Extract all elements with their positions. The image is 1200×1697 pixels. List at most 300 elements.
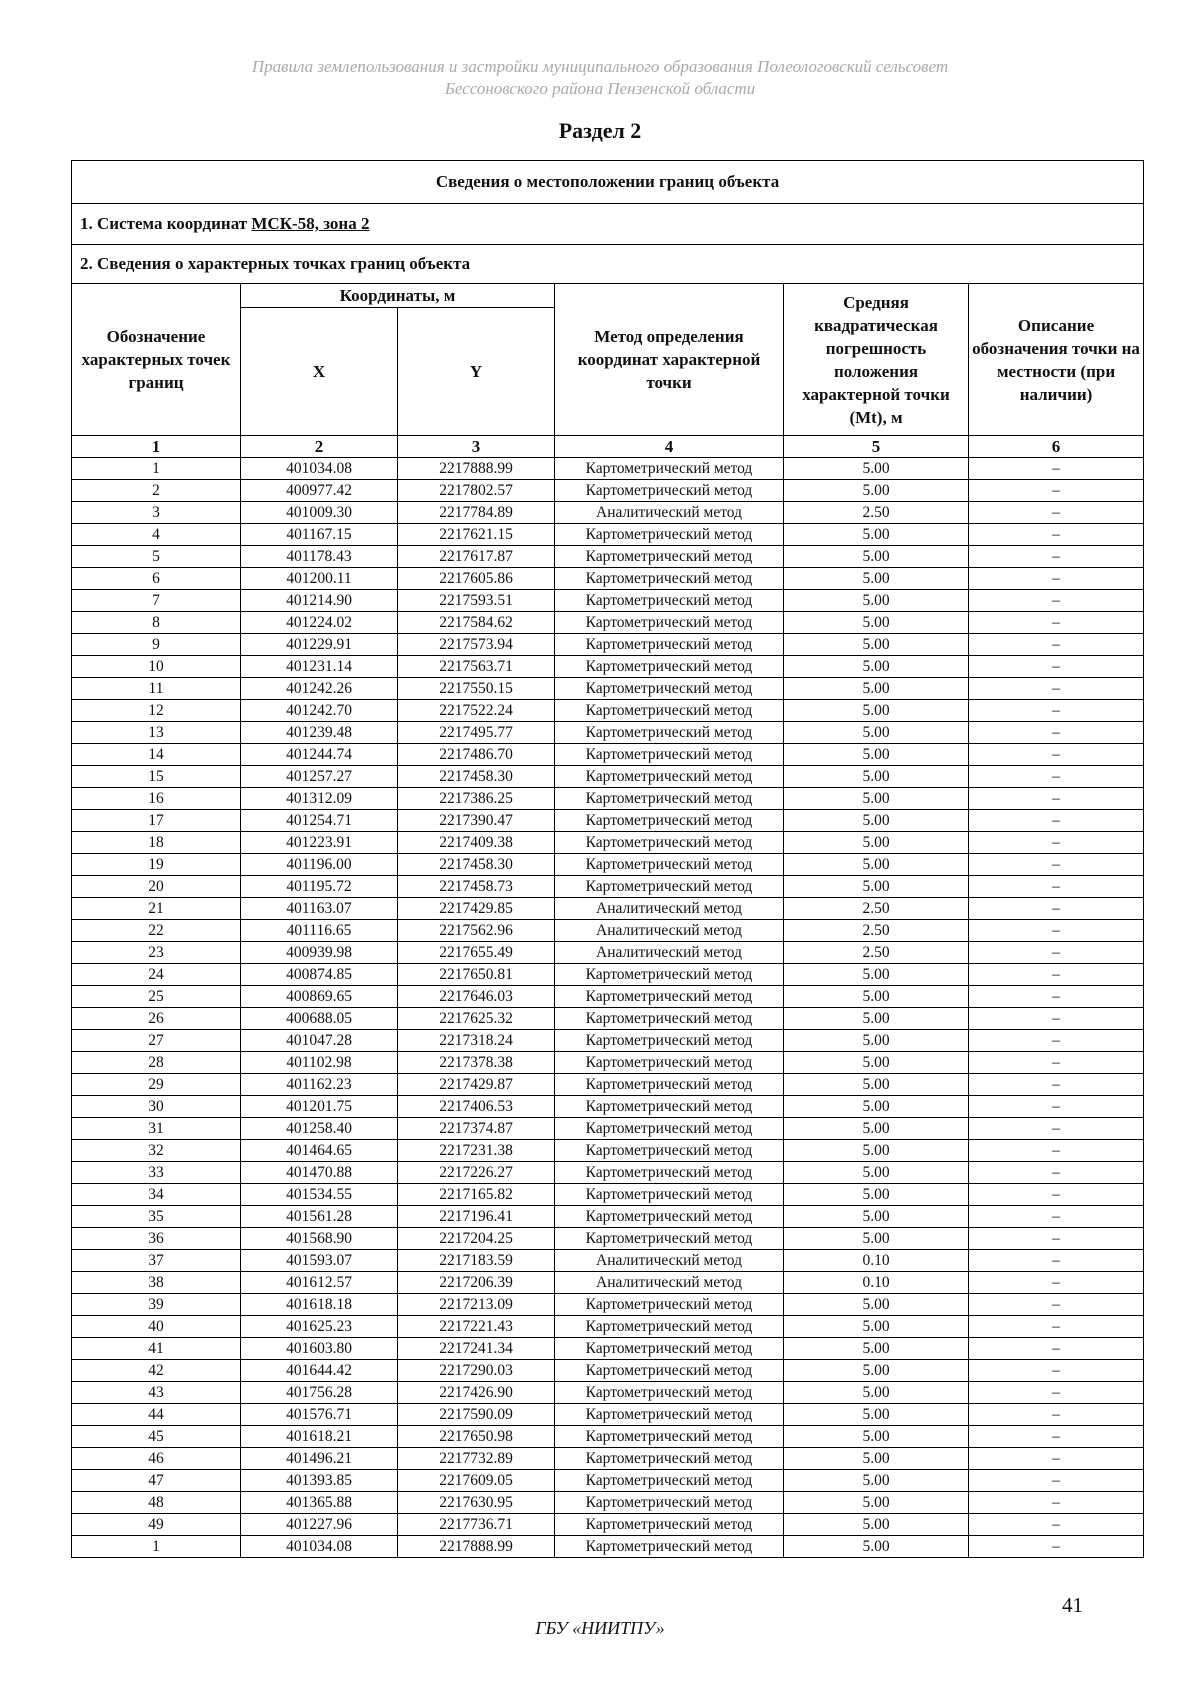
method-cell: Картометрический метод: [555, 1206, 784, 1228]
method-cell: Картометрический метод: [555, 1316, 784, 1338]
method-cell: Аналитический метод: [555, 920, 784, 942]
error-cell: 5.00: [784, 678, 969, 700]
method-cell: Картометрический метод: [555, 1118, 784, 1140]
description-cell: –: [969, 1250, 1144, 1272]
error-cell: 5.00: [784, 458, 969, 480]
header-method: Метод определения координат характерной точки: [555, 284, 784, 436]
method-cell: Картометрический метод: [555, 524, 784, 546]
method-cell: Картометрический метод: [555, 876, 784, 898]
error-cell: 5.00: [784, 1360, 969, 1382]
running-header: [0, 56, 1200, 100]
x-coordinate-cell: 401756.28: [241, 1382, 398, 1404]
x-coordinate-cell: 401561.28: [241, 1206, 398, 1228]
method-cell: Картометрический метод: [555, 700, 784, 722]
table-row: [72, 1470, 1144, 1492]
table-row: [72, 612, 1144, 634]
error-cell: 5.00: [784, 1338, 969, 1360]
error-cell: 0.10: [784, 1272, 969, 1294]
table-row: [72, 634, 1144, 656]
error-cell: 5.00: [784, 1030, 969, 1052]
description-cell: –: [969, 524, 1144, 546]
x-coordinate-cell: 401312.09: [241, 788, 398, 810]
x-coordinate-cell: 401365.88: [241, 1492, 398, 1514]
table-row: [72, 1162, 1144, 1184]
y-coordinate-cell: 2217378.38: [398, 1052, 555, 1074]
description-cell: –: [969, 1228, 1144, 1250]
points-heading: 2. Сведения о характерных точках границ объекта: [72, 245, 1144, 284]
table-row: [72, 1448, 1144, 1470]
point-id-cell: 36: [72, 1228, 241, 1250]
point-id-cell: 18: [72, 832, 241, 854]
y-coordinate-cell: 2217183.59: [398, 1250, 555, 1272]
table-row: [72, 788, 1144, 810]
x-coordinate-cell: 401116.65: [241, 920, 398, 942]
description-cell: –: [969, 1514, 1144, 1536]
description-cell: –: [969, 920, 1144, 942]
method-cell: Картометрический метод: [555, 1536, 784, 1558]
method-cell: Аналитический метод: [555, 942, 784, 964]
error-cell: 5.00: [784, 1052, 969, 1074]
y-coordinate-cell: 2217605.86: [398, 568, 555, 590]
header-x: X: [241, 308, 398, 436]
table-row: [72, 986, 1144, 1008]
table-row: [72, 1250, 1144, 1272]
description-cell: –: [969, 612, 1144, 634]
y-coordinate-cell: 2217206.39: [398, 1272, 555, 1294]
error-cell: 5.00: [784, 634, 969, 656]
point-id-cell: 6: [72, 568, 241, 590]
method-cell: Картометрический метод: [555, 1162, 784, 1184]
description-cell: –: [969, 810, 1144, 832]
x-coordinate-cell: 400688.05: [241, 1008, 398, 1030]
x-coordinate-cell: 401593.07: [241, 1250, 398, 1272]
y-coordinate-cell: 2217590.09: [398, 1404, 555, 1426]
error-cell: 5.00: [784, 1470, 969, 1492]
description-cell: –: [969, 1470, 1144, 1492]
description-cell: –: [969, 1492, 1144, 1514]
y-coordinate-cell: 2217593.51: [398, 590, 555, 612]
error-cell: 5.00: [784, 788, 969, 810]
x-coordinate-cell: 401178.43: [241, 546, 398, 568]
running-header-line-1: Правила землепользования и застройки муниципального образования Полеологовский сельсовет: [251, 57, 949, 76]
method-cell: Картометрический метод: [555, 612, 784, 634]
method-cell: Картометрический метод: [555, 1008, 784, 1030]
x-coordinate-cell: 401102.98: [241, 1052, 398, 1074]
x-coordinate-cell: 400939.98: [241, 942, 398, 964]
coordinate-system: [72, 204, 1144, 245]
method-cell: Картометрический метод: [555, 678, 784, 700]
x-coordinate-cell: 401464.65: [241, 1140, 398, 1162]
error-cell: 5.00: [784, 568, 969, 590]
method-cell: Картометрический метод: [555, 656, 784, 678]
table-row: [72, 546, 1144, 568]
error-cell: 5.00: [784, 854, 969, 876]
column-number: 5: [784, 436, 969, 458]
y-coordinate-cell: 2217888.99: [398, 1536, 555, 1558]
x-coordinate-cell: 401167.15: [241, 524, 398, 546]
description-cell: –: [969, 832, 1144, 854]
y-coordinate-cell: 2217231.38: [398, 1140, 555, 1162]
point-id-cell: 37: [72, 1250, 241, 1272]
table-row: [72, 502, 1144, 524]
y-coordinate-cell: 2217204.25: [398, 1228, 555, 1250]
error-cell: 2.50: [784, 898, 969, 920]
y-coordinate-cell: 2217386.25: [398, 788, 555, 810]
x-coordinate-cell: 401162.23: [241, 1074, 398, 1096]
method-cell: Картометрический метод: [555, 1140, 784, 1162]
description-cell: –: [969, 1162, 1144, 1184]
error-cell: 5.00: [784, 1162, 969, 1184]
x-coordinate-cell: 401612.57: [241, 1272, 398, 1294]
error-cell: 5.00: [784, 1448, 969, 1470]
point-id-cell: 49: [72, 1514, 241, 1536]
method-cell: Аналитический метод: [555, 1250, 784, 1272]
point-id-cell: 4: [72, 524, 241, 546]
x-coordinate-cell: 401224.02: [241, 612, 398, 634]
error-cell: 5.00: [784, 1294, 969, 1316]
method-cell: Картометрический метод: [555, 788, 784, 810]
table-row: [72, 1074, 1144, 1096]
description-cell: –: [969, 678, 1144, 700]
point-id-cell: 17: [72, 810, 241, 832]
method-cell: Картометрический метод: [555, 458, 784, 480]
y-coordinate-cell: 2217802.57: [398, 480, 555, 502]
table-row: [72, 1360, 1144, 1382]
table-row: [72, 1228, 1144, 1250]
description-cell: –: [969, 942, 1144, 964]
y-coordinate-cell: 2217732.89: [398, 1448, 555, 1470]
description-cell: –: [969, 964, 1144, 986]
column-number: 6: [969, 436, 1144, 458]
table-row: [72, 590, 1144, 612]
y-coordinate-cell: 2217426.90: [398, 1382, 555, 1404]
column-number: 1: [72, 436, 241, 458]
method-cell: Картометрический метод: [555, 590, 784, 612]
error-cell: 5.00: [784, 810, 969, 832]
method-cell: Аналитический метод: [555, 502, 784, 524]
point-id-cell: 28: [72, 1052, 241, 1074]
point-id-cell: 46: [72, 1448, 241, 1470]
y-coordinate-cell: 2217196.41: [398, 1206, 555, 1228]
point-id-cell: 35: [72, 1206, 241, 1228]
point-id-cell: 47: [72, 1470, 241, 1492]
table-caption: Сведения о местоположении границ объекта: [72, 161, 1144, 204]
table-row: [72, 1492, 1144, 1514]
y-coordinate-cell: 2217617.87: [398, 546, 555, 568]
description-cell: –: [969, 634, 1144, 656]
point-id-cell: 39: [72, 1294, 241, 1316]
error-cell: 5.00: [784, 700, 969, 722]
description-cell: –: [969, 722, 1144, 744]
error-cell: 5.00: [784, 1074, 969, 1096]
table-row: [72, 766, 1144, 788]
point-id-cell: 23: [72, 942, 241, 964]
column-number: 4: [555, 436, 784, 458]
method-cell: Картометрический метод: [555, 546, 784, 568]
error-cell: 5.00: [784, 1514, 969, 1536]
table-row: [72, 568, 1144, 590]
x-coordinate-cell: 401257.27: [241, 766, 398, 788]
table-row: [72, 942, 1144, 964]
description-cell: –: [969, 1074, 1144, 1096]
table-row: [72, 1052, 1144, 1074]
point-id-cell: 12: [72, 700, 241, 722]
table-caption-row: [72, 161, 1144, 204]
description-cell: –: [969, 1448, 1144, 1470]
method-cell: Картометрический метод: [555, 1074, 784, 1096]
table-row: [72, 832, 1144, 854]
method-cell: Картометрический метод: [555, 1184, 784, 1206]
x-coordinate-cell: 401242.70: [241, 700, 398, 722]
method-cell: Картометрический метод: [555, 1404, 784, 1426]
x-coordinate-cell: 401034.08: [241, 458, 398, 480]
method-cell: Картометрический метод: [555, 1382, 784, 1404]
x-coordinate-cell: 401258.40: [241, 1118, 398, 1140]
error-cell: 5.00: [784, 1382, 969, 1404]
points-heading-row: [72, 245, 1144, 284]
coordinate-system-label: 1. Система координат: [80, 214, 252, 233]
description-cell: –: [969, 1316, 1144, 1338]
point-id-cell: 7: [72, 590, 241, 612]
y-coordinate-cell: 2217290.03: [398, 1360, 555, 1382]
y-coordinate-cell: 2217563.71: [398, 656, 555, 678]
y-coordinate-cell: 2217406.53: [398, 1096, 555, 1118]
table-row: [72, 1118, 1144, 1140]
point-id-cell: 41: [72, 1338, 241, 1360]
running-header-line-2: Бессоновского района Пензенской области: [444, 79, 756, 98]
table-row: [72, 480, 1144, 502]
x-coordinate-cell: 401603.80: [241, 1338, 398, 1360]
table-row: [72, 1008, 1144, 1030]
x-coordinate-cell: 401618.18: [241, 1294, 398, 1316]
error-cell: 5.00: [784, 1140, 969, 1162]
error-cell: 5.00: [784, 986, 969, 1008]
coordinate-system-value: МСК-58, зона 2: [251, 214, 370, 233]
method-cell: Картометрический метод: [555, 634, 784, 656]
y-coordinate-cell: 2217495.77: [398, 722, 555, 744]
point-id-cell: 26: [72, 1008, 241, 1030]
description-cell: –: [969, 986, 1144, 1008]
x-coordinate-cell: 401047.28: [241, 1030, 398, 1052]
coordinate-system-row: [72, 204, 1144, 245]
description-cell: –: [969, 854, 1144, 876]
description-cell: –: [969, 656, 1144, 678]
table-row: [72, 1140, 1144, 1162]
table-row: [72, 678, 1144, 700]
header-description: Описание обозначения точки на местности (при наличии): [969, 284, 1144, 436]
y-coordinate-cell: 2217165.82: [398, 1184, 555, 1206]
description-cell: –: [969, 1536, 1144, 1558]
error-cell: 5.00: [784, 1426, 969, 1448]
x-coordinate-cell: 401195.72: [241, 876, 398, 898]
description-cell: –: [969, 1294, 1144, 1316]
point-id-cell: 9: [72, 634, 241, 656]
description-cell: –: [969, 788, 1144, 810]
column-number: 2: [241, 436, 398, 458]
method-cell: Картометрический метод: [555, 722, 784, 744]
point-id-cell: 34: [72, 1184, 241, 1206]
x-coordinate-cell: 401534.55: [241, 1184, 398, 1206]
header-coordinates: Координаты, м: [241, 284, 555, 308]
description-cell: –: [969, 766, 1144, 788]
y-coordinate-cell: 2217573.94: [398, 634, 555, 656]
y-coordinate-cell: 2217522.24: [398, 700, 555, 722]
method-cell: Аналитический метод: [555, 1272, 784, 1294]
point-id-cell: 44: [72, 1404, 241, 1426]
point-id-cell: 20: [72, 876, 241, 898]
y-coordinate-cell: 2217241.34: [398, 1338, 555, 1360]
table-row: [72, 1426, 1144, 1448]
error-cell: 0.10: [784, 1250, 969, 1272]
point-id-cell: 15: [72, 766, 241, 788]
table-row: [72, 964, 1144, 986]
error-cell: 5.00: [784, 524, 969, 546]
x-coordinate-cell: 400869.65: [241, 986, 398, 1008]
y-coordinate-cell: 2217429.87: [398, 1074, 555, 1096]
point-id-cell: 5: [72, 546, 241, 568]
table-body: [72, 161, 1144, 1558]
x-coordinate-cell: 401625.23: [241, 1316, 398, 1338]
y-coordinate-cell: 2217609.05: [398, 1470, 555, 1492]
x-coordinate-cell: 401244.74: [241, 744, 398, 766]
x-coordinate-cell: 400874.85: [241, 964, 398, 986]
x-coordinate-cell: 401196.00: [241, 854, 398, 876]
y-coordinate-cell: 2217646.03: [398, 986, 555, 1008]
point-id-cell: 33: [72, 1162, 241, 1184]
x-coordinate-cell: 401227.96: [241, 1514, 398, 1536]
point-id-cell: 11: [72, 678, 241, 700]
point-id-cell: 27: [72, 1030, 241, 1052]
error-cell: 5.00: [784, 722, 969, 744]
table-row: [72, 1272, 1144, 1294]
point-id-cell: 24: [72, 964, 241, 986]
method-cell: Картометрический метод: [555, 986, 784, 1008]
description-cell: –: [969, 480, 1144, 502]
x-coordinate-cell: 401034.08: [241, 1536, 398, 1558]
point-id-cell: 1: [72, 1536, 241, 1558]
method-cell: Картометрический метод: [555, 1360, 784, 1382]
method-cell: Аналитический метод: [555, 898, 784, 920]
error-cell: 5.00: [784, 1184, 969, 1206]
error-cell: 5.00: [784, 766, 969, 788]
description-cell: –: [969, 1052, 1144, 1074]
method-cell: Картометрический метод: [555, 832, 784, 854]
footer-organization: ГБУ «НИИТПУ»: [535, 1618, 665, 1638]
description-cell: –: [969, 1382, 1144, 1404]
error-cell: 5.00: [784, 964, 969, 986]
method-cell: Картометрический метод: [555, 964, 784, 986]
y-coordinate-cell: 2217562.96: [398, 920, 555, 942]
table-row: [72, 458, 1144, 480]
method-cell: Картометрический метод: [555, 1228, 784, 1250]
point-id-cell: 31: [72, 1118, 241, 1140]
point-id-cell: 13: [72, 722, 241, 744]
table-row: [72, 898, 1144, 920]
description-cell: –: [969, 1140, 1144, 1162]
header-y: Y: [398, 308, 555, 436]
description-cell: –: [969, 1030, 1144, 1052]
x-coordinate-cell: 401231.14: [241, 656, 398, 678]
y-coordinate-cell: 2217736.71: [398, 1514, 555, 1536]
y-coordinate-cell: 2217390.47: [398, 810, 555, 832]
point-id-cell: 40: [72, 1316, 241, 1338]
y-coordinate-cell: 2217621.15: [398, 524, 555, 546]
table-row: [72, 920, 1144, 942]
y-coordinate-cell: 2217650.81: [398, 964, 555, 986]
header-designation: Обозначение характерных точек границ: [72, 284, 241, 436]
x-coordinate-cell: 401254.71: [241, 810, 398, 832]
description-cell: –: [969, 1338, 1144, 1360]
table-row: [72, 854, 1144, 876]
method-cell: Картометрический метод: [555, 854, 784, 876]
description-cell: –: [969, 502, 1144, 524]
point-id-cell: 2: [72, 480, 241, 502]
x-coordinate-cell: 401200.11: [241, 568, 398, 590]
header-error: Средняя квадратическая погрешность положения характерной точки (Mt), м: [784, 284, 969, 436]
error-cell: 2.50: [784, 920, 969, 942]
error-cell: 5.00: [784, 546, 969, 568]
y-coordinate-cell: 2217226.27: [398, 1162, 555, 1184]
error-cell: 5.00: [784, 1536, 969, 1558]
column-number: 3: [398, 436, 555, 458]
x-coordinate-cell: 401576.71: [241, 1404, 398, 1426]
method-cell: Картометрический метод: [555, 1448, 784, 1470]
table-row: [72, 876, 1144, 898]
method-cell: Картометрический метод: [555, 1514, 784, 1536]
table-row: [72, 1184, 1144, 1206]
table-row: [72, 1206, 1144, 1228]
point-id-cell: 22: [72, 920, 241, 942]
point-id-cell: 45: [72, 1426, 241, 1448]
description-cell: –: [969, 1206, 1144, 1228]
error-cell: 5.00: [784, 1492, 969, 1514]
table-row: [72, 1294, 1144, 1316]
method-cell: Картометрический метод: [555, 1294, 784, 1316]
point-id-cell: 19: [72, 854, 241, 876]
description-cell: –: [969, 590, 1144, 612]
y-coordinate-cell: 2217458.73: [398, 876, 555, 898]
error-cell: 5.00: [784, 1228, 969, 1250]
error-cell: 5.00: [784, 744, 969, 766]
description-cell: –: [969, 458, 1144, 480]
table-row: [72, 1514, 1144, 1536]
error-cell: 5.00: [784, 876, 969, 898]
table-row: [72, 1338, 1144, 1360]
description-cell: –: [969, 568, 1144, 590]
method-cell: Картометрический метод: [555, 1030, 784, 1052]
y-coordinate-cell: 2217650.98: [398, 1426, 555, 1448]
error-cell: 5.00: [784, 832, 969, 854]
method-cell: Картометрический метод: [555, 480, 784, 502]
header-row-top: [72, 284, 1144, 308]
description-cell: –: [969, 546, 1144, 568]
y-coordinate-cell: 2217221.43: [398, 1316, 555, 1338]
y-coordinate-cell: 2217584.62: [398, 612, 555, 634]
y-coordinate-cell: 2217625.32: [398, 1008, 555, 1030]
description-cell: –: [969, 1360, 1144, 1382]
error-cell: 2.50: [784, 942, 969, 964]
error-cell: 5.00: [784, 612, 969, 634]
point-id-cell: 14: [72, 744, 241, 766]
point-id-cell: 10: [72, 656, 241, 678]
table-row: [72, 1404, 1144, 1426]
y-coordinate-cell: 2217784.89: [398, 502, 555, 524]
error-cell: 5.00: [784, 1096, 969, 1118]
table-row: [72, 1096, 1144, 1118]
point-id-cell: 29: [72, 1074, 241, 1096]
x-coordinate-cell: 401009.30: [241, 502, 398, 524]
point-id-cell: 48: [72, 1492, 241, 1514]
